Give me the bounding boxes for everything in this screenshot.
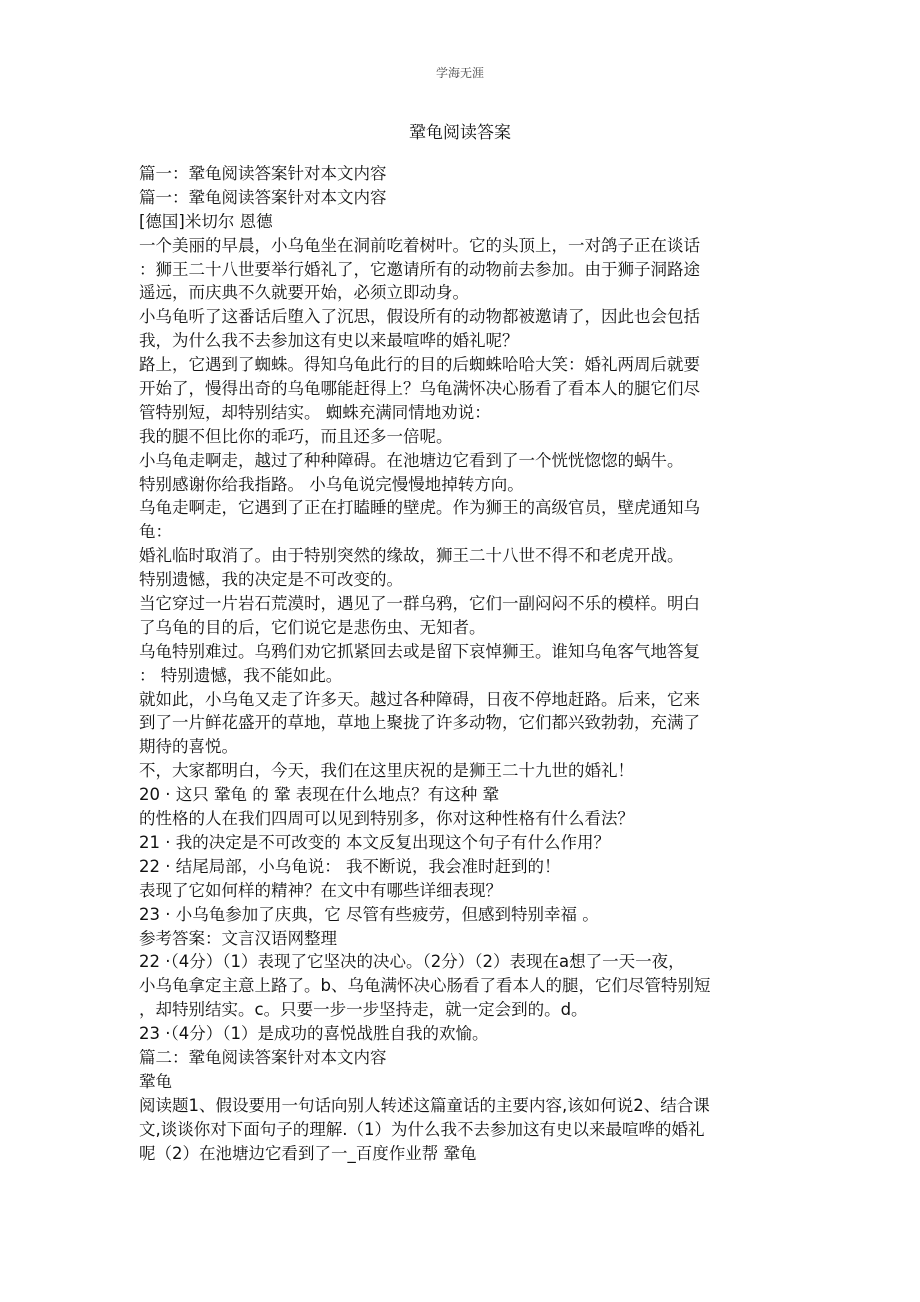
text-line: ： 特别遗憾，我不能如此。 [139, 665, 343, 685]
text-line: 遥远，而庆典不久就要开始，必须立即动身。 [139, 283, 469, 303]
text-line: 婚礼临时取消了。由于特别突然的缘故，狮王二十八世不得不和老虎开战。 [139, 546, 684, 566]
text-line: 阅读题1、假设要用一句话向别人转述这篇童话的主要内容,该如何说2、结合课 [139, 1095, 710, 1115]
text-line: ：狮王二十八世要举行婚礼了，它邀请所有的动物前去参加。由于狮子洞路途 [139, 259, 700, 279]
text-line: 篇一：鞏龟阅读答案针对本文内容 [139, 164, 387, 183]
text-line: 到了一片鲜花盛开的草地，草地上聚拢了许多动物，它们都兴致勃勃，充满了 [139, 713, 700, 733]
text-line: 篇一：鞏龟阅读答案针对本文内容 [139, 187, 387, 207]
text-line: 篇二：鞏龟阅读答案针对本文内容 [139, 1047, 387, 1067]
text-line: 路上，它遇到了蜘蛛。得知乌龟此行的目的后蜘蛛哈哈大笑：婚礼两周后就要 [139, 355, 700, 375]
text-line: 22 · 结尾局部，小乌龟说： 我不断说，我会准时赶到的！ [139, 856, 561, 876]
text-line: 小乌龟走啊走，越过了种种障碍。在池塘边它看到了一个恍恍惚惚的蜗牛。 [139, 450, 684, 470]
text-line: 表现了它如何样的精神？在文中有哪些详细表现？ [139, 880, 502, 900]
text-line: 管特别短，却特别结实。 蜘蛛充满同情地劝说： [139, 402, 491, 422]
text-line: 不，大家都明白，今天，我们在这里庆祝的是狮王二十九世的婚礼！ [139, 761, 634, 781]
text-line: 小乌龟听了这番话后堕入了沉思，假设所有的动物都被邀请了，因此也会包括 [139, 307, 700, 327]
text-line: 特别遗憾，我的决定是不可改变的。 [139, 570, 403, 590]
text-line: 23 ·（4分）（1）是成功的喜悦战胜自我的欢愉。 [139, 1024, 489, 1044]
document-body [139, 162, 779, 1165]
text-line: 的性格的人在我们四周可以见到特别多，你对这种性格有什么看法？ [139, 809, 634, 829]
text-line: 当它穿过一片岩石荒漠时，遇见了一群乌鸦，它们一副闷闷不乐的模样。明白 [139, 594, 700, 614]
text-line: 了乌龟的目的后，它们说它是悲伤虫、无知者。 [139, 617, 486, 637]
text-line: 龟： [139, 522, 172, 542]
text-line: ，却特别结实。c。只要一步一步坚持走，就一定会到的。d。 [139, 1000, 588, 1020]
text-line: 参考答案：文言汉语网整理 [139, 928, 337, 948]
page-header: 学海无涯 [435, 66, 484, 80]
text-line: 乌龟走啊走，它遇到了正在打瞌睡的壁虎。作为狮王的高级官员，壁虎通知乌 [139, 498, 700, 518]
text-line: 我的腿不但比你的乖巧，而且还多一倍呢。 [139, 426, 453, 446]
text-line: 呢（2）在池塘边它看到了一_百度作业帮 鞏龟 [139, 1143, 477, 1163]
text-line: 乌龟特别难过。乌鸦们劝它抓紧回去或是留下哀悼狮王。谁知乌龟客气地答复 [139, 641, 700, 661]
text-line: 就如此，小乌龟又走了许多天。越过各种障碍，日夜不停地赶路。后来，它来 [139, 689, 700, 709]
text-line: 21 · 我的决定是不可改变的 本文反复出现这个句子有什么作用？ [139, 832, 610, 852]
document-title: 鞏龟阅读答案 [409, 123, 511, 143]
text-line: 开始了，慢得出奇的乌龟哪能赶得上？乌龟满怀决心肠看了看本人的腿它们尽 [139, 379, 700, 399]
text-line: 一个美丽的早晨，小乌龟坐在洞前吃着树叶。它的头顶上，一对鸽子正在谈话 [139, 235, 700, 255]
text-line: 鞏龟 [139, 1071, 172, 1091]
text-line: 小乌龟拿定主意上路了。b、乌龟满怀决心肠看了看本人的腿，它们尽管特别短 [139, 976, 711, 996]
text-line: 22 ·（4分）（1）表现了它坚决的决心。（2分）（2）表现在a想了一天一夜， [139, 952, 685, 972]
text-line: 期待的喜悦。 [139, 737, 238, 757]
text-line: 我，为什么我不去参加这有史以来最喧哗的婚礼呢？ [139, 331, 519, 351]
text-line: [德国]米切尔 恩德 [139, 211, 273, 231]
text-line: 特别感谢你给我指路。 小乌龟说完慢慢地掉转方向。 [139, 474, 524, 494]
text-line: 20 · 这只 鞏龟 的 鞏 表现在什么地点？有这种 鞏 [139, 785, 499, 805]
text-line: 23 · 小乌龟参加了庆典，它 尽管有些疲劳，但感到特别幸福 。 [139, 904, 599, 924]
text-line: 文,谈谈你对下面句子的理解.（1）为什么我不去参加这有史以来最喧哗的婚礼 [139, 1119, 705, 1139]
